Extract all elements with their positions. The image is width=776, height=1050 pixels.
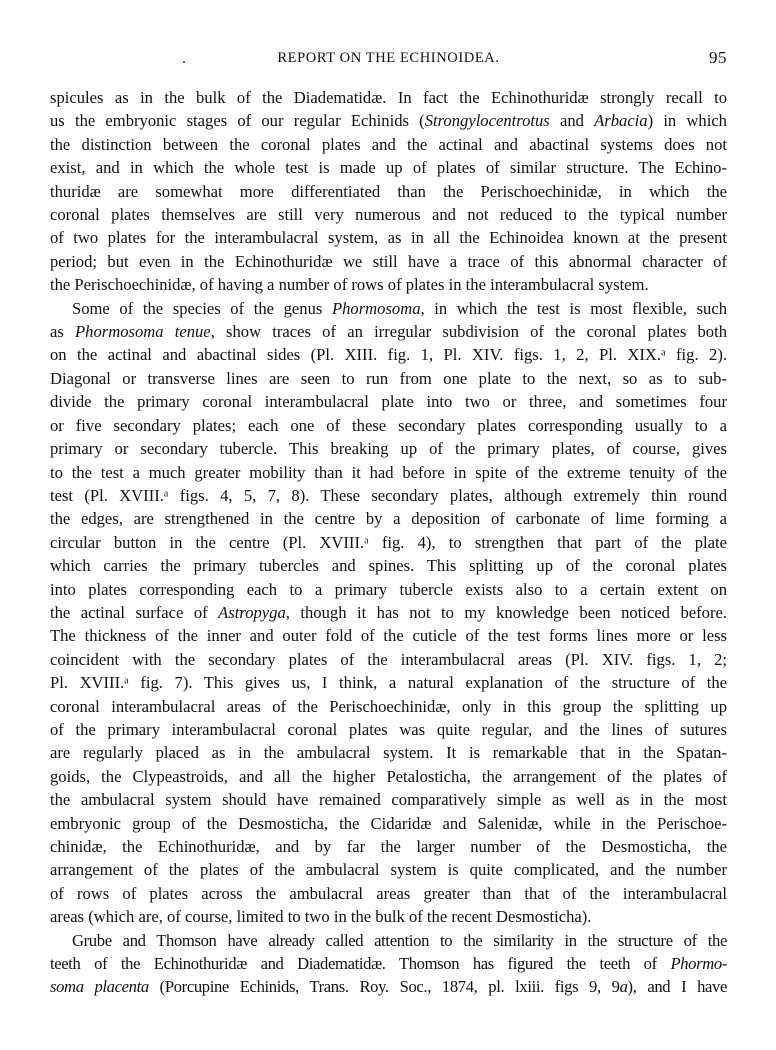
text-line: of rows of plates across the ambulacral areas greater than that of the interambulacral: [50, 883, 727, 903]
text-line: Diagonal or transverse lines are seen to run from one plate to the next, so as to sub-: [50, 368, 727, 388]
text-line: embryonic group of the Desmosticha, the Cidaridæ and Salenidæ, while in the Perischoe-: [50, 813, 727, 833]
body-text: [50, 86, 727, 999]
text-line: which carries the primary tubercles and spines. This splitting up of the coronal plates: [50, 556, 727, 576]
text-line: the Perischoechinidæ, of having a number of rows of plates in the interambulacral system.: [50, 275, 649, 295]
text-line: Pl. XVIII.ᵃ fig. 7). This gives us, I think, a natural explanation of the structure of the: [50, 673, 727, 693]
text-line: are regularly placed as in the ambulacral system. It is remarkable that in the Spatan-: [50, 743, 727, 763]
text-line: exist, and in which the whole test is made up of plates of similar structure. The Echino-: [50, 158, 727, 178]
text-line: coronal interambulacral areas of the Perischoechinidæ, only in this group the splitting up: [50, 696, 727, 716]
text-line: period; but even in the Echinothuridæ we still have a trace of this abnormal character of: [50, 251, 727, 271]
document-page: [50, 40, 727, 999]
text-line: soma placenta (Porcupine Echinids, Trans. Roy. Soc., 1874, pl. lxiii. figs 9, 9a), and I have: [50, 977, 727, 997]
text-line: areas (which are, of course, limited to two in the bulk of the recent Desmosticha).: [50, 907, 592, 927]
text-line: of the primary interambulacral coronal plates was quite regular, and the lines of sutures: [50, 719, 727, 739]
text-line: coincident with the secondary plates of the interambulacral areas (Pl. XIV. figs. 1, 2;: [50, 649, 727, 669]
text-line: the edges, are strengthened in the centre by a deposition of carbonate of lime forming a: [50, 509, 727, 529]
text-line: spicules as in the bulk of the Diadematidæ. In fact the Echinothuridæ strongly recall to: [50, 88, 727, 107]
page-number: 95: [709, 48, 727, 67]
text-line: into plates corresponding each to a primary tubercle exists also to a certain extent on: [50, 579, 727, 599]
text-line: us the embryonic stages of our regular Echinids (Strongylocentrotus and Arbacia) in which: [50, 111, 727, 131]
text-line: on the actinal and abactinal sides (Pl. XIII. fig. 1, Pl. XIV. figs. 1, 2, Pl. XIX.ᵃ fig. 2).: [50, 345, 727, 365]
text-line: to the test a much greater mobility than it had before in spite of the extreme tenuity of the: [50, 462, 727, 482]
text-line: primary or secondary tubercle. This breaking up of the primary plates, of course, gives: [50, 439, 727, 459]
text-line: circular button in the centre (Pl. XVIII.ᵃ fig. 4), to strengthen that part of the plate: [50, 532, 727, 552]
text-line: teeth of the Echinothuridæ and Diadematidæ. Thomson has figured the teeth of Phormo-: [50, 954, 727, 974]
text-line: goids, the Clypeastroids, and all the higher Petalosticha, the arrangement of the plates of: [50, 766, 727, 786]
header-ornament: .: [182, 50, 187, 67]
text-line: the distinction between the coronal plates and the actinal and abactinal systems does not: [50, 134, 727, 154]
text-line: test (Pl. XVIII.ᵃ figs. 4, 5, 7, 8). These secondary plates, although extremely thin round: [50, 485, 727, 505]
text-line: divide the primary coronal interambulacral plate into two or three, and sometimes four: [50, 392, 727, 412]
text-line: thuridæ are somewhat more differentiated than the Perischoechinidæ, in which the: [50, 181, 727, 201]
text-line: of two plates for the interambulacral system, as in all the Echinoidea known at the present: [50, 228, 727, 248]
text-line: Some of the species of the genus Phormosoma, in which the test is most flexible, such: [72, 298, 727, 318]
text-line: or five secondary plates; each one of these secondary plates corresponding usually to a: [50, 415, 727, 435]
text-line: chinidæ, the Echinothuridæ, and by far the larger number of the Desmosticha, the: [50, 837, 727, 856]
running-header: [50, 40, 727, 74]
text-line: as Phormosoma tenue, show traces of an irregular subdivision of the coronal plates both: [50, 322, 727, 342]
text-line: arrangement of the plates of the ambulacral system is quite complicated, and the number: [50, 860, 727, 880]
text-line: the ambulacral system should have remained comparatively simple as well as in the most: [50, 790, 727, 810]
text-line: The thickness of the inner and outer fold of the cuticle of the test forms lines more or less: [50, 626, 727, 646]
text-line: coronal plates themselves are still very numerous and not reduced to the typical number: [50, 205, 727, 225]
text-line: Grube and Thomson have already called attention to the similarity in the structure of the: [72, 930, 727, 950]
text-line: the actinal surface of Astropyga, though it has not to my knowledge been noticed before.: [50, 602, 727, 622]
running-title: REPORT ON THE ECHINOIDEA.: [277, 50, 500, 66]
